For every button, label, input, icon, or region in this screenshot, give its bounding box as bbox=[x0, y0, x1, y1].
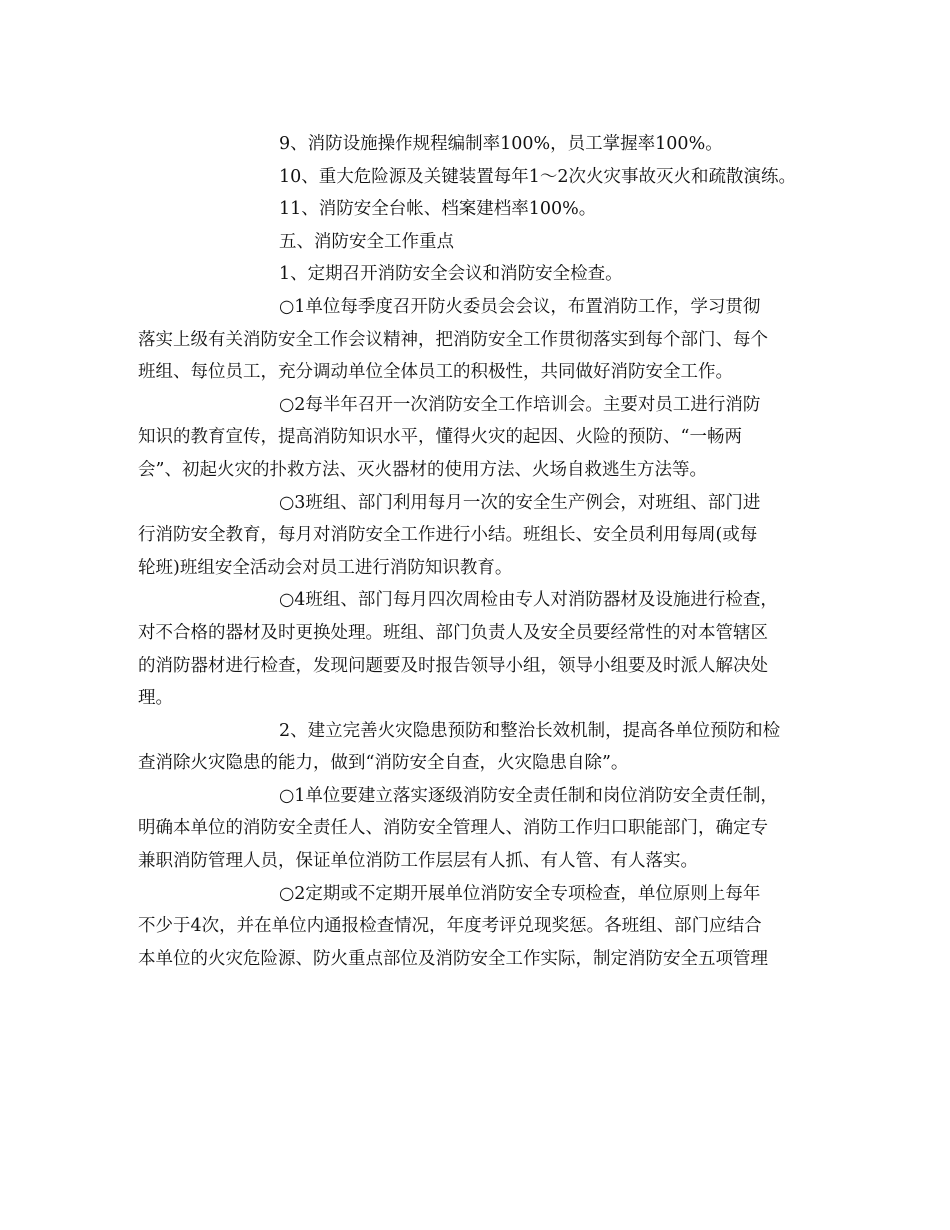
subsection-heading: 2、建立完善火灾隐患预防和整治长效机制，提高各单位预防和检 bbox=[279, 720, 781, 741]
paragraph-line: ○3班组、部门利用每月一次的安全生产例会，对班组、部门进 bbox=[279, 492, 761, 513]
paragraph-line: 班组、每位员工，充分调动单位全体员工的积极性，共同做好消防安全工作。 bbox=[138, 362, 733, 383]
paragraph-line: 不少于4次，并在单位内通报检查情况，年度考评兑现奖惩。各班组、部门应结合 bbox=[138, 916, 762, 937]
paragraph-line: 本单位的火灾危险源、防火重点部位及消防安全工作实际，制定消防安全五项管理 bbox=[138, 948, 768, 969]
paragraph-line: 查消除火灾隐患的能力，做到“消防安全自查，火灾隐患自除”。 bbox=[138, 753, 629, 774]
paragraph-line: ○4班组、部门每月四次周检由专人对消防器材及设施进行检查， bbox=[279, 590, 778, 611]
subsection-heading: 1、定期召开消防安全会议和消防安全检查。 bbox=[279, 264, 623, 285]
paragraph-line: 9、消防设施操作规程编制率100%，员工掌握率100%。 bbox=[279, 134, 723, 154]
paragraph-line: 理。 bbox=[138, 688, 173, 709]
paragraph-line: 落实上级有关消防安全工作会议精神，把消防安全工作贯彻落实到每个部门、每个 bbox=[138, 329, 768, 350]
paragraph-line: 对不合格的器材及时更换处理。班组、部门负责人及安全员要经常性的对本管辖区 bbox=[138, 622, 768, 643]
paragraph-line: 11、消防安全台帐、档案建档率100%。 bbox=[279, 199, 597, 220]
paragraph-line: ○1单位每季度召开防火委员会会议，布置消防工作，学习贯彻 bbox=[279, 296, 761, 317]
paragraph-line: 会”、初起火灾的扑救方法、灭火器材的使用方法、火场自救逃生方法等。 bbox=[138, 459, 707, 480]
paragraph-line: 行消防安全教育，每月对消防安全工作进行小结。班组长、安全员利用每周(或每 bbox=[138, 525, 758, 546]
paragraph-line: 明确本单位的消防安全责任人、消防安全管理人、消防工作归口职能部门，确定专 bbox=[138, 818, 768, 839]
paragraph-line: 的消防器材进行检查，发现问题要及时报告领导小组，领导小组要及时派人解决处 bbox=[138, 655, 768, 676]
paragraph-line: 10、重大危险源及关键装置每年1～2次火灾事故灭火和疏散演练。 bbox=[279, 166, 797, 187]
paragraph-line: ○2每半年召开一次消防安全工作培训会。主要对员工进行消防 bbox=[279, 394, 761, 415]
section-heading: 五、消防安全工作重点 bbox=[279, 231, 454, 252]
paragraph-line: ○2定期或不定期开展单位消防安全专项检查，单位原则上每年 bbox=[279, 883, 761, 904]
document-body bbox=[138, 128, 818, 975]
paragraph-line: 知识的教育宣传，提高消防知识水平，懂得火灾的起因、火险的预防、“一畅两 bbox=[138, 427, 742, 448]
paragraph-line: ○1单位要建立落实逐级消防安全责任制和岗位消防安全责任制， bbox=[279, 785, 778, 806]
paragraph-line: 轮班)班组安全活动会对员工进行消防知识教育。 bbox=[138, 557, 513, 578]
paragraph-line: 兼职消防管理人员，保证单位消防工作层层有人抓、有人管、有人落实。 bbox=[138, 851, 698, 872]
